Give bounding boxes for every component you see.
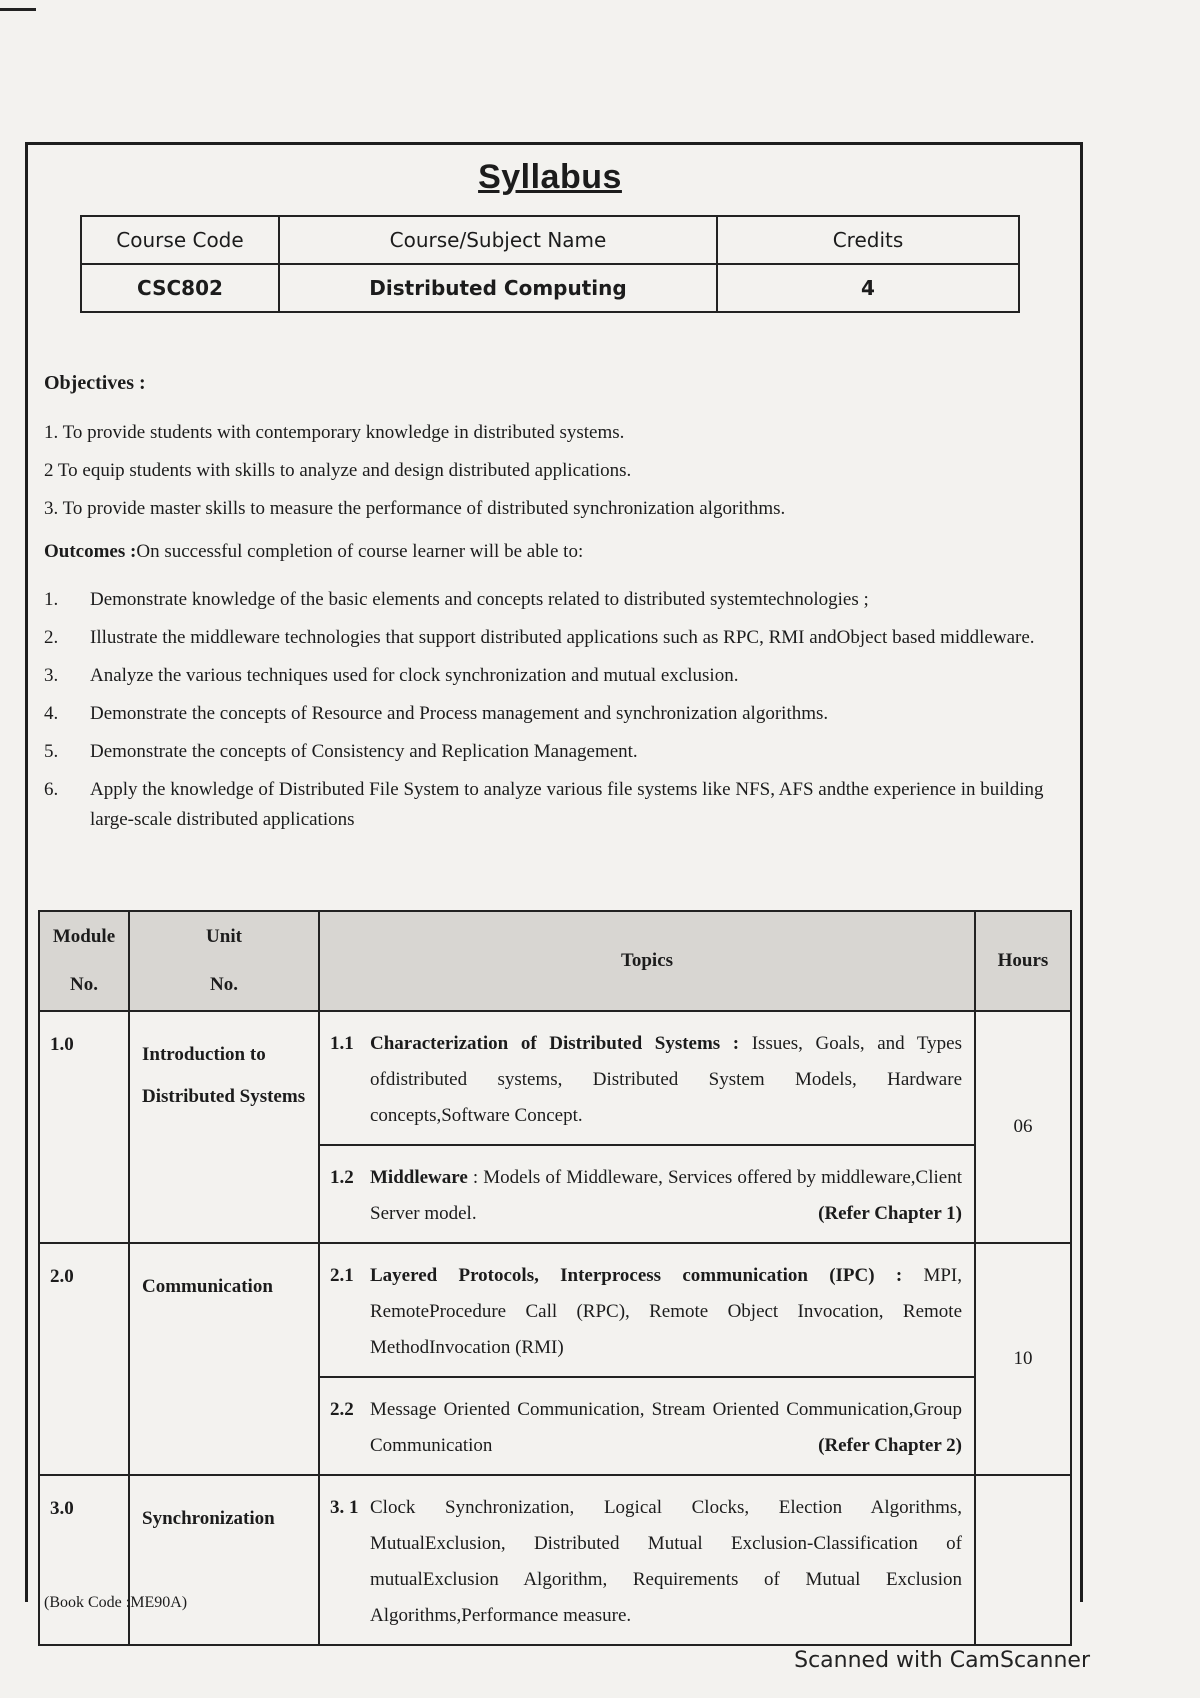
credits-value: 4 bbox=[717, 264, 1019, 312]
unit-no-header: Unit No. bbox=[129, 911, 319, 1011]
outcomes-label: Outcomes : bbox=[44, 541, 137, 562]
unit-name: Communication bbox=[129, 1243, 319, 1475]
scan-edge-mark bbox=[0, 8, 36, 11]
outcome-text: Apply the knowledge of Distributed File System to analyze various file systems like NFS, AFS andthe experience in building large-scale distributed applications bbox=[90, 779, 1044, 830]
topic-text: Message Oriented Communication, Stream Oriented Communication,Group Communication bbox=[370, 1399, 962, 1456]
chapter-reference: (Refer Chapter 2) bbox=[818, 1435, 962, 1456]
module-number: 2.0 bbox=[39, 1243, 129, 1475]
course-info-table bbox=[80, 215, 1020, 313]
hours-value bbox=[975, 1475, 1071, 1645]
table-row bbox=[39, 1243, 1071, 1377]
topic-title: Middleware bbox=[370, 1167, 468, 1188]
syllabus-header-row bbox=[39, 911, 1071, 1011]
hours-header: Hours bbox=[975, 911, 1071, 1011]
outcomes-intro-text: On successful completion of course learner will be able to: bbox=[136, 541, 584, 562]
topic-cell bbox=[319, 1475, 975, 1645]
outcomes-list bbox=[44, 585, 1064, 843]
outcome-item bbox=[44, 775, 1064, 835]
module-number: 1.0 bbox=[39, 1011, 129, 1243]
objectives-list bbox=[44, 418, 1064, 532]
course-header-row bbox=[81, 216, 1019, 264]
topic-cell bbox=[319, 1145, 975, 1243]
objective-item: 3. To provide master skills to measure the performance of distributed synchronization algorithms. bbox=[44, 498, 786, 519]
hours-value: 06 bbox=[975, 1011, 1071, 1243]
outcome-number: 6. bbox=[44, 779, 59, 800]
outcome-text: Demonstrate the concepts of Consistency and Replication Management. bbox=[90, 741, 638, 762]
topic-number: 1.1 bbox=[330, 1033, 354, 1054]
topic-text: Clock Synchronization, Logical Clocks, Election Algorithms, MutualExclusion, Distributed Mutual Exclusion-Classification of mutualExclusion Algorithm, Requirements of Mutual Exclusion Algorithms,Performance measure. bbox=[370, 1497, 962, 1626]
outcome-text: Illustrate the middleware technologies that support distributed applications such as RPC, RMI andObject based middleware. bbox=[90, 627, 1035, 648]
outcome-text: Demonstrate knowledge of the basic elements and concepts related to distributed systemtechnologies ; bbox=[90, 589, 869, 610]
module-no-header: Module No. bbox=[39, 911, 129, 1011]
outcome-text: Analyze the various techniques used for clock synchronization and mutual exclusion. bbox=[90, 665, 739, 686]
outcome-item bbox=[44, 661, 1064, 691]
module-number: 3.0 bbox=[39, 1475, 129, 1645]
objective-item: 1. To provide students with contemporary knowledge in distributed systems. bbox=[44, 422, 625, 443]
page-title: Syllabus bbox=[478, 158, 622, 196]
table-row bbox=[39, 1475, 1071, 1645]
topic-number: 3. 1 bbox=[330, 1497, 359, 1518]
outcome-number: 3. bbox=[44, 665, 59, 686]
outcome-number: 1. bbox=[44, 589, 59, 610]
topic-cell bbox=[319, 1011, 975, 1145]
topics-header: Topics bbox=[319, 911, 975, 1011]
scanner-watermark: Scanned with CamScanner bbox=[794, 1648, 1090, 1673]
course-name-header: Course/Subject Name bbox=[279, 216, 717, 264]
course-name-value: Distributed Computing bbox=[279, 264, 717, 312]
outcome-item bbox=[44, 623, 1064, 653]
outcome-number: 5. bbox=[44, 741, 59, 762]
course-code-value: CSC802 bbox=[81, 264, 279, 312]
unit-name: Synchronization bbox=[129, 1475, 319, 1645]
objectives-heading: Objectives : bbox=[44, 372, 146, 394]
outcome-item bbox=[44, 737, 1064, 767]
objective-item: 2 To equip students with skills to analyze and design distributed applications. bbox=[44, 460, 632, 481]
outcome-item bbox=[44, 585, 1064, 615]
unit-name: Introduction to Distributed Systems bbox=[129, 1011, 319, 1243]
topic-number: 2.2 bbox=[330, 1399, 354, 1420]
outcome-number: 4. bbox=[44, 703, 59, 724]
outcome-number: 2. bbox=[44, 627, 59, 648]
topic-number: 1.2 bbox=[330, 1167, 354, 1188]
credits-header: Credits bbox=[717, 216, 1019, 264]
hours-value: 10 bbox=[975, 1243, 1071, 1475]
chapter-reference: (Refer Chapter 1) bbox=[818, 1203, 962, 1224]
topic-title: Layered Protocols, Interprocess communication (IPC) : bbox=[370, 1265, 903, 1286]
topic-cell bbox=[319, 1243, 975, 1377]
book-code: (Book Code :ME90A) bbox=[44, 1594, 188, 1611]
outcome-text: Demonstrate the concepts of Resource and Process management and synchronization algorithms. bbox=[90, 703, 829, 724]
syllabus-table bbox=[38, 910, 1072, 1646]
topic-number: 2.1 bbox=[330, 1265, 354, 1286]
topic-text: MPI, RemoteProcedure Call (RPC), Remote Object Invocation, Remote MethodInvocation (RMI) bbox=[370, 1265, 962, 1358]
course-code-header: Course Code bbox=[81, 216, 279, 264]
topic-text: Issues, Goals, and Types ofdistributed systems, Distributed System Models, Hardware concepts,Software Concept. bbox=[370, 1033, 962, 1126]
outcomes-intro bbox=[44, 541, 583, 563]
course-value-row bbox=[81, 264, 1019, 312]
topic-text: : Models of Middleware, Services offered by middleware,Client Server model. bbox=[370, 1167, 962, 1224]
topic-cell bbox=[319, 1377, 975, 1475]
topic-title: Characterization of Distributed Systems : bbox=[370, 1033, 740, 1054]
table-row bbox=[39, 1011, 1071, 1145]
outcome-item bbox=[44, 699, 1064, 729]
